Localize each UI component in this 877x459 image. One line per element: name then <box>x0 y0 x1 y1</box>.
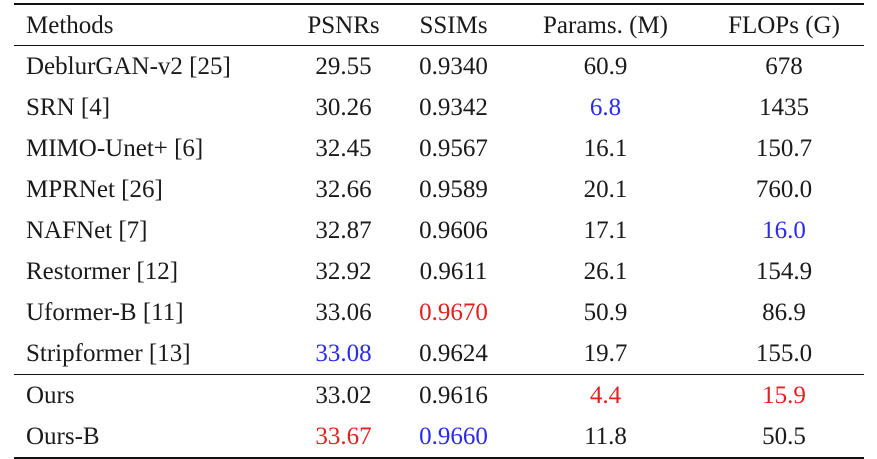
psnr-cell: 33.08 <box>315 340 372 367</box>
params-cell: 19.7 <box>583 340 628 367</box>
psnr-cell: 32.87 <box>315 217 372 244</box>
ssim-cell: 0.9611 <box>419 258 488 285</box>
params-cell: 26.1 <box>583 258 628 285</box>
ssim-cell: 0.9589 <box>419 176 488 203</box>
ssim-cell: 0.9670 <box>419 299 488 326</box>
params-cell: 20.1 <box>583 176 628 203</box>
params-cell: 16.1 <box>583 135 628 162</box>
table-row <box>14 251 864 292</box>
method-cell: Ours-B <box>14 416 287 458</box>
method-cell: Uformer-B [11] <box>26 299 184 326</box>
method-cell: SRN [4] <box>26 94 111 121</box>
table-row <box>14 333 864 375</box>
method-cell: MPRNet [26] <box>26 176 163 203</box>
flops-cell: 15.9 <box>704 375 864 417</box>
method-cell: Ours <box>14 375 287 417</box>
params-cell: 17.1 <box>583 217 628 244</box>
flops-cell: 16.0 <box>762 217 806 244</box>
header-flops: FLOPs (G) <box>704 4 864 46</box>
flops-cell: 50.5 <box>704 416 864 458</box>
psnr-cell: 32.45 <box>315 135 372 162</box>
comparison-table <box>14 3 864 459</box>
table-row <box>14 292 864 333</box>
method-cell: NAFNet [7] <box>26 217 148 244</box>
psnr-cell: 33.67 <box>287 416 400 458</box>
psnr-cell: 30.26 <box>315 94 372 121</box>
ssim-cell: 0.9616 <box>400 375 507 417</box>
header-params: Params. (M) <box>507 4 704 46</box>
table-row <box>14 87 864 128</box>
method-cell: MIMO-Unet+ [6] <box>26 135 204 162</box>
comparison-table-container <box>14 3 864 459</box>
ssim-cell: 0.9342 <box>419 94 488 121</box>
flops-cell: 154.9 <box>755 258 813 285</box>
table-row <box>14 46 864 88</box>
table-row <box>14 169 864 210</box>
psnr-cell: 32.66 <box>315 176 372 203</box>
flops-cell: 678 <box>765 53 803 80</box>
ssim-cell: 0.9624 <box>419 340 488 367</box>
method-cell: Restormer [12] <box>26 258 179 285</box>
table-row <box>14 416 864 458</box>
params-cell: 6.8 <box>589 94 622 121</box>
params-cell: 60.9 <box>583 53 628 80</box>
ssim-cell: 0.9567 <box>419 135 488 162</box>
header-methods: Methods <box>14 4 287 46</box>
table-row <box>14 375 864 417</box>
flops-cell: 155.0 <box>755 340 813 367</box>
flops-cell: 1435 <box>759 94 809 121</box>
header-psnrs: PSNRs <box>287 4 400 46</box>
header-ssims: SSIMs <box>400 4 507 46</box>
flops-cell: 86.9 <box>762 299 806 326</box>
flops-cell: 150.7 <box>755 135 813 162</box>
ssim-cell: 0.9606 <box>419 217 488 244</box>
params-cell: 50.9 <box>583 299 628 326</box>
psnr-cell: 32.92 <box>315 258 372 285</box>
method-cell: DeblurGAN-v2 [25] <box>26 53 231 80</box>
psnr-cell: 33.06 <box>315 299 372 326</box>
ssim-cell: 0.9660 <box>400 416 507 458</box>
header-row <box>14 4 864 46</box>
psnr-cell: 33.02 <box>287 375 400 417</box>
method-cell: Stripformer [13] <box>26 340 191 367</box>
flops-cell: 760.0 <box>755 176 813 203</box>
ssim-cell: 0.9340 <box>419 53 488 80</box>
psnr-cell: 29.55 <box>315 53 372 80</box>
table-row <box>14 210 864 251</box>
params-cell: 11.8 <box>507 416 704 458</box>
table-row <box>14 128 864 169</box>
params-cell: 4.4 <box>507 375 704 417</box>
